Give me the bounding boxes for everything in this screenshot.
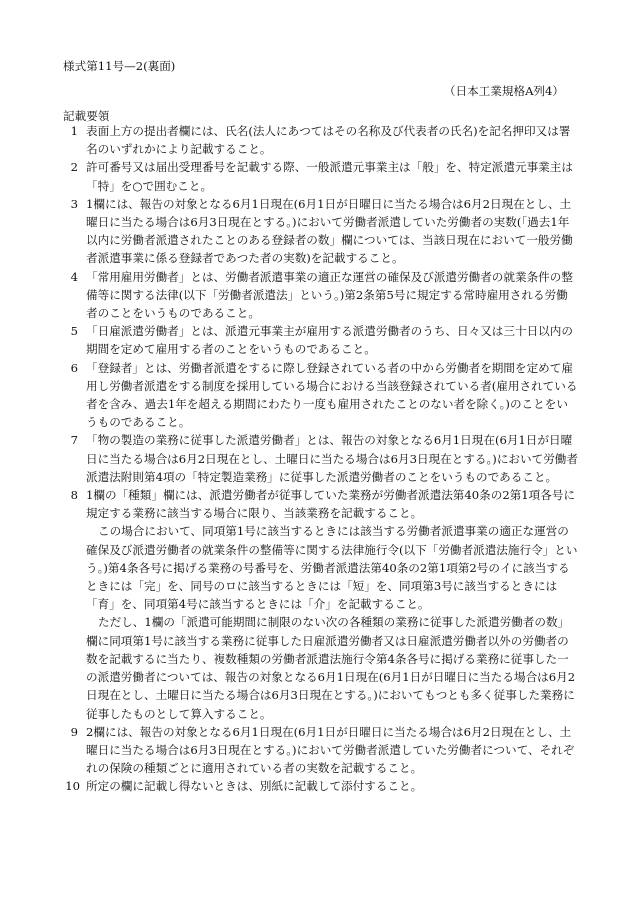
item-text: 「登録者」とは、労働者派遣をするに際し登録されている者の中から労働者を期間を定めて雇用し労働者派遣をする制度を採用している場合における当該登録されている者(雇用されている者を含み、過去1年を超える期間にわたり一度も雇用されたことのない者を除く。)のことをいうものであること。: [86, 360, 578, 430]
paper-standard-note: （日本工業規格A列4）: [443, 84, 564, 98]
item-text-continued: この場合において、同項第1号に該当するときには該当する労働者派遣事業の適正な運営の確保及び派遣労働者の就業条件の整備等に関する法律施行令(以下「労働者派遣法施行令」という。)第4条各号に掲げる業務の号番号を、労働者派遣法第40条の2第1項第2号のイに該当するときには「完」を、同号のロに該当するときには「短」を、同項第3号に該当するときには「育」を、同項第4号に該当するときには「介」を記載すること。: [86, 524, 578, 612]
item-text: 1欄には、報告の対象となる6月1日現在(6月1日が日曜日に当たる場合は6月2日現在とし、土曜日に当たる場合は6月3日現在とする。)において労働者派遣していた労働者の実数(「過去1年以内に労働者派遣されたことのある登録者の数」欄については、当該日現在において一般労働者派遣事業に係る登録者であつた者の実数)を記載すること。: [86, 196, 573, 266]
instruction-item-10: [63, 777, 578, 795]
item-number: 10: [65, 779, 80, 794]
item-number: 3: [70, 196, 78, 211]
item-text: 2欄には、報告の対象となる6月1日現在(6月1日が日曜日に当たる場合は6月2日現在とし、土曜日に当たる場合は6月3日現在とする。)において労働者派遣していた労働者について、それぞれの保険の種類ごとに適用されている者の実数を記載すること。: [86, 724, 575, 776]
item-number: 2: [70, 160, 78, 175]
item-number: 7: [70, 433, 78, 448]
item-text-continued: ただし、1欄の「派遣可能期間に制限のない次の各種類の業務に従事した派遣労働者の数」欄に同項第1号に該当する業務に従事した日雇派遣労働者又は日雇派遣労働者以外の労働者の数を記載するに当たり、複数種類の労働者派遣法施行令第4条各号に掲げる業務に従事した一の派遣労働者については、報告の対象となる6月1日現在(6月1日が日曜日に当たる場合は6月2日現在とし、土曜日に当たる場合は6月3日現在とする。)においてもつとも多く従事した業務に従事したものとして算入すること。: [86, 615, 576, 721]
item-text: 1欄の「種類」欄には、派遣労働者が従事していた業務が労働者派遣法第40条の2第1項各号に規定する業務に該当する場合に限り、当該業務を記載すること。: [86, 488, 576, 521]
item-text: 「日雇派遣労働者」とは、派遣元事業主が雇用する派遣労働者のうち、日々又は三十日以内の期間を定めて雇用する者のことをいうものであること。: [86, 324, 573, 357]
instruction-item-2: [63, 158, 578, 194]
form-title: 様式第11号—2(裏面): [63, 59, 176, 73]
item-number: 9: [70, 724, 78, 739]
section-title: 記載要領: [63, 109, 110, 123]
instruction-list: [63, 122, 578, 796]
item-text: 表面上方の提出者欄には、氏名(法人にあつてはその名称及び代表者の氏名)を記名押印又は署名のいずれかにより記載すること。: [86, 124, 571, 157]
item-number: 1: [70, 124, 78, 138]
item-number: 6: [70, 360, 78, 375]
instruction-item-6: [63, 359, 578, 432]
instruction-item-1: [63, 122, 578, 158]
item-number: 8: [70, 488, 78, 503]
instruction-item-9: [63, 723, 578, 778]
instruction-item-8: [63, 486, 578, 723]
item-text: 所定の欄に記載し得ないときは、別紙に記載して添付すること。: [86, 779, 423, 794]
instruction-item-4: [63, 268, 578, 323]
instruction-item-5: [63, 322, 578, 358]
instruction-item-7: [63, 431, 578, 486]
item-number: 4: [70, 269, 78, 284]
instruction-item-3: [63, 195, 578, 268]
item-text: 「常用雇用労働者」とは、労働者派遣事業の適正な運営の確保及び派遣労働者の就業条件の整備等に関する法律(以下「労働者派遣法」という。)第2条第5号に規定する常時雇用される労働者のことをいうものであること。: [86, 269, 573, 321]
item-text: 「物の製造の業務に従事した派遣労働者」とは、報告の対象となる6月1日現在(6月1日が日曜日に当たる場合は6月2日現在とし、土曜日に当たる場合は6月3日現在とする。)において労働者派遣法附則第4項の「特定製造業務」に従事した派遣労働者のことをいうものであること。: [86, 433, 578, 484]
item-number: 5: [70, 324, 78, 339]
item-text: 許可番号又は届出受理番号を記載する際、一般派遣元事業主は「般」を、特定派遣元事業主は「特」を○で囲むこと。: [86, 160, 573, 193]
